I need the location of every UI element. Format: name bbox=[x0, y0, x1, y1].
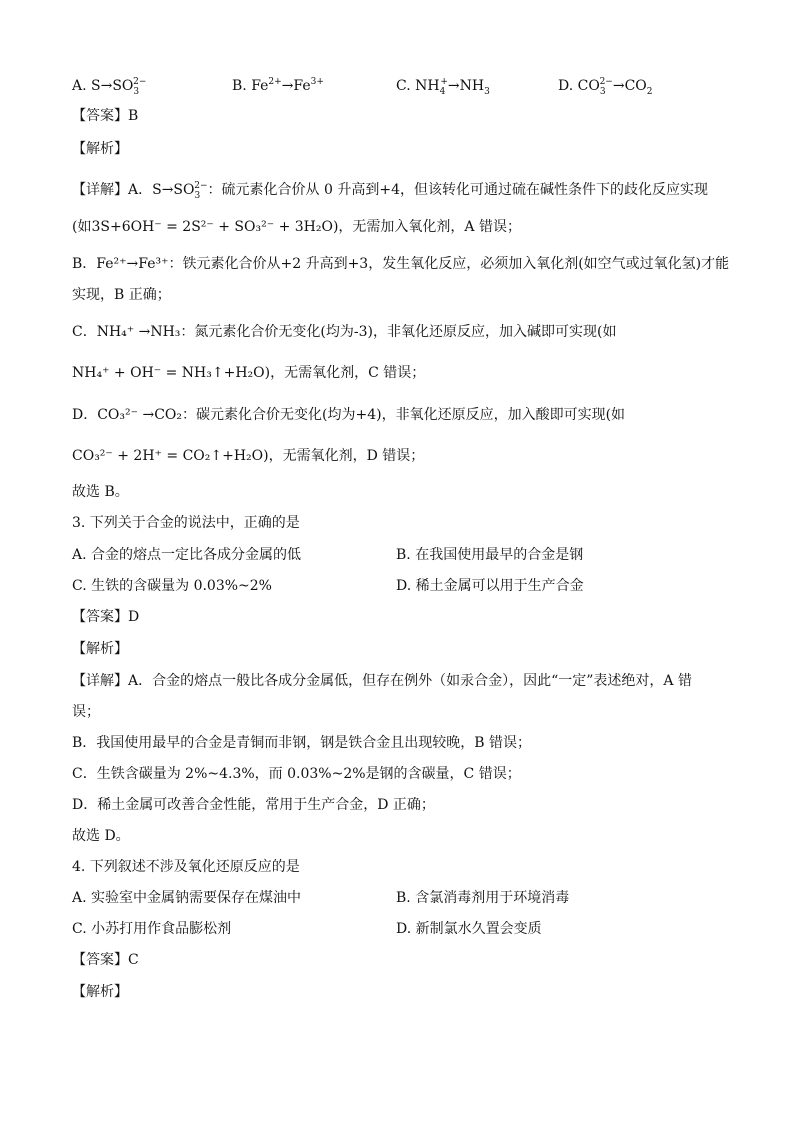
q4-option-c: C. 小苏打用作食品膨松剂 bbox=[72, 921, 232, 937]
q3-conclusion: 故选 D。 bbox=[72, 828, 130, 844]
q3-option-a: A. 合金的熔点一定比各成分金属的低 bbox=[72, 547, 302, 563]
q2-detail-b-line2: 实现，B 正确； bbox=[72, 287, 171, 303]
q2-option-a-text: A. S bbox=[72, 78, 101, 94]
q2-detail-a-text: ：硫元素化合价从 0 升高到+4，但该转化可通过硫在碱性条件下的歧化反应实现 bbox=[207, 182, 708, 198]
q2-option-b-sup2: 3+ bbox=[310, 77, 324, 87]
q2-option-d bbox=[558, 72, 653, 102]
q3-detail-d: D．稀土金属可改善合金性能，常用于生产合金，D 正确； bbox=[72, 797, 435, 813]
q2-option-a-sub: 3 bbox=[133, 87, 140, 97]
q3-analysis-label: 【解析】 bbox=[72, 641, 128, 657]
q2-detail-a-sub: 3 bbox=[194, 191, 201, 201]
q3-option-c: C. 生铁的含碳量为 0.03%~2% bbox=[72, 578, 272, 594]
q2-conclusion: 故选 B。 bbox=[72, 484, 129, 500]
q3-detail-c: C．生铁含碳量为 2%~4.3%，而 0.03%~2%是钢的含碳量，C 错误； bbox=[72, 766, 521, 782]
q2-option-d-sup: 2− bbox=[599, 77, 613, 87]
q3-answer: 【答案】D bbox=[72, 609, 140, 625]
q2-option-c bbox=[396, 72, 490, 102]
q2-detail-a-prefix: 【详解】A．S bbox=[72, 182, 162, 198]
q2-detail-d-line2: CO₃²⁻ + 2H⁺ = CO₂↑+H₂O)，无需氧化剂，D 错误； bbox=[72, 448, 425, 464]
q2-detail-a-line2: (如3S+6OH⁻ = 2S²⁻ + SO₃²⁻ + 3H₂O)，无需加入氧化剂，A 错误； bbox=[72, 219, 521, 235]
q2-option-d-mid: →CO bbox=[612, 78, 647, 94]
q3-option-d: D. 稀土金属可以用于生产合金 bbox=[396, 578, 584, 594]
q2-option-b bbox=[232, 72, 324, 96]
q2-option-b-mid: →Fe bbox=[281, 78, 311, 94]
q2-detail-c-line1: C．NH₄⁺ →NH₃：氮元素化合价无变化(均为-3)，非氧化还原反应，加入碱即可实现(如 bbox=[72, 324, 617, 340]
q3-detail-a-line1: 【详解】A．合金的熔点一般比各成分金属低，但存在例外（如汞合金），因此“一定”表述绝对，A 错 bbox=[72, 673, 692, 689]
q2-detail-a-line1 bbox=[72, 176, 708, 206]
q2-detail-d-line1: D．CO₃²⁻ →CO₂：碳元素化合价无变化(均为+4)，非氧化还原反应，加入酸即可实现(如 bbox=[72, 407, 626, 423]
q2-option-a bbox=[72, 72, 146, 102]
q2-detail-c-line2: NH₄⁺ + OH⁻ = NH₃↑+H₂O)，无需氧化剂，C 错误； bbox=[72, 365, 426, 381]
q2-option-d-sub: 3 bbox=[599, 87, 606, 97]
q2-option-d-text: D. CO bbox=[558, 78, 600, 94]
q2-option-c-mid: →NH bbox=[447, 78, 485, 94]
q2-option-c-text: C. NH bbox=[396, 78, 440, 94]
q3-detail-b: B．我国使用最早的合金是青铜而非钢，钢是铁合金且出现较晚，B 错误； bbox=[72, 735, 532, 751]
q4-option-b: B. 含氯消毒剂用于环境消毒 bbox=[396, 890, 570, 906]
q4-analysis-label: 【解析】 bbox=[72, 984, 128, 1000]
q2-option-b-sup1: 2+ bbox=[268, 77, 282, 87]
q2-option-c-sup: + bbox=[440, 77, 448, 87]
q4-stem: 4. 下列叙述不涉及氧化还原反应的是 bbox=[72, 859, 300, 875]
q2-option-c-sub2: 3 bbox=[484, 87, 490, 97]
q3-detail-a-line2: 误； bbox=[72, 704, 100, 720]
q3-stem: 3. 下列关于合金的说法中，正确的是 bbox=[72, 515, 300, 531]
q4-option-d: D. 新制氯水久置会变质 bbox=[396, 921, 542, 937]
q2-option-d-sub2: 2 bbox=[646, 87, 653, 97]
q2-detail-b-line1: B．Fe²⁺→Fe³⁺：铁元素化合价从+2 升高到+3，发生氧化反应，必须加入氧化剂(如空气或过氧化氢)才能 bbox=[72, 256, 730, 272]
q2-option-b-text: B. Fe bbox=[232, 78, 269, 94]
q2-option-c-sub: 4 bbox=[439, 87, 446, 97]
q3-option-b: B. 在我国使用最早的合金是钢 bbox=[396, 547, 584, 563]
q2-option-a-sup: 2− bbox=[133, 77, 147, 87]
q2-answer: 【答案】B bbox=[72, 108, 139, 124]
q4-answer: 【答案】C bbox=[72, 952, 139, 968]
q2-option-a-arrow: →SO bbox=[100, 78, 134, 94]
q4-option-a: A. 实验室中金属钠需要保存在煤油中 bbox=[72, 890, 302, 906]
q2-detail-a-formula: →SO bbox=[161, 182, 195, 198]
q2-analysis-label: 【解析】 bbox=[72, 141, 128, 157]
q2-detail-a-sup: 2− bbox=[194, 181, 208, 191]
